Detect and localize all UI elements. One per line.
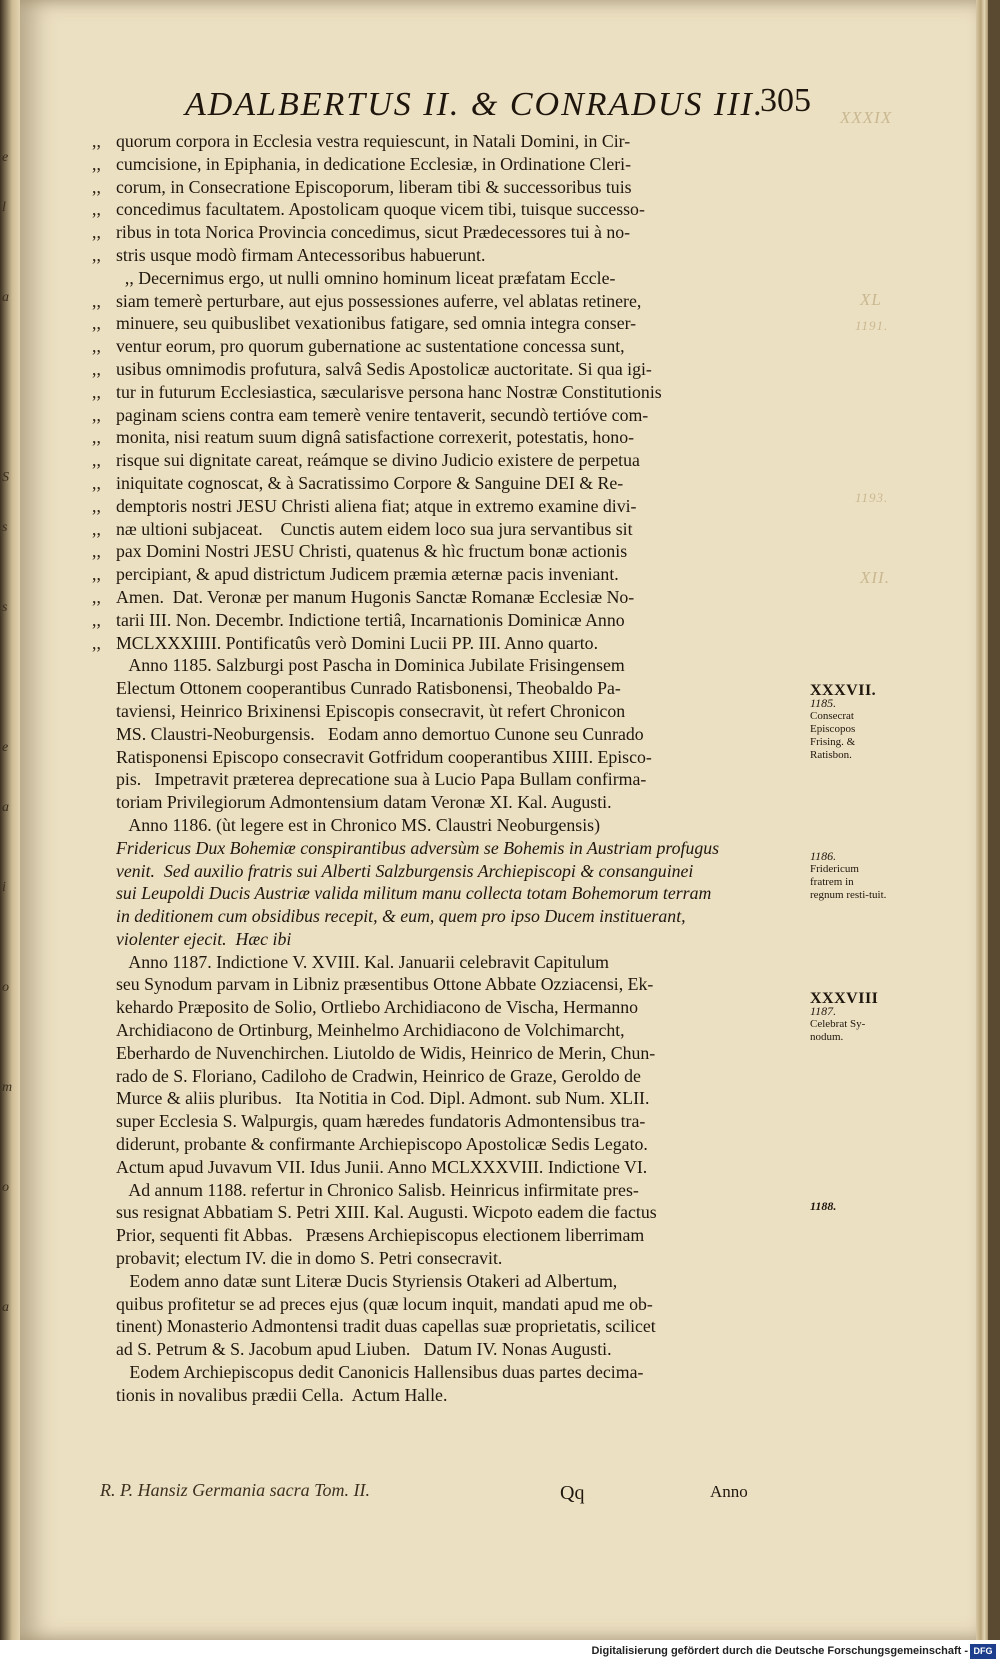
line-text: quibus profitetur se ad preces ejus (quæ locum inquit, mandati apud me ob- [116,1293,653,1314]
gutter-fragment: a [2,1300,9,1315]
margin-note-1188 [810,1200,890,1213]
quote-mark: ,, [92,313,101,334]
text-line [92,1224,812,1247]
text-line [92,1019,812,1042]
line-text: Archidiacono de Ortinburg, Meinhelmo Archidiacono de Volchimarcht, [116,1020,625,1041]
text-line [92,290,812,313]
text-line [92,928,812,951]
line-text: quorum corpora in Ecclesia vestra requiescunt, in Natali Domini, in Cir- [116,131,631,151]
text-line [92,882,812,905]
line-text: probavit; electum IV. die in domo S. Petri consecravit. [116,1248,503,1269]
line-text: usibus omnimodis profutura, salvâ Sedis Apostolicæ auctoritate. Si qua igi- [116,358,652,379]
text-line [92,746,812,769]
text-line [92,1293,812,1316]
text-line [92,1384,812,1407]
text-line [92,1087,812,1110]
margin-text: Fridericum fratrem in regnum resti-tuit. [810,863,887,901]
text-line [92,723,812,746]
text-line [92,837,812,860]
text-line [92,563,812,586]
text-line [92,609,812,632]
text-line [92,1179,812,1202]
text-line [92,130,812,153]
book-page [20,0,988,1640]
gutter-fragment: s [2,600,8,615]
ghost-mark: XXXIX [840,108,893,127]
line-text: rado de S. Floriano, Cadiloho de Cradwin, Heinrico de Graze, Geroldo de [116,1065,641,1086]
line-text: sui Leupoldi Ducis Austriæ valida militum manu collecta totam Bohemorum terram [116,883,712,904]
line-text: risque sui dignitate careat, reámque se divino Judicio existere de perpetua [116,450,640,471]
running-title: ADALBERTUS II. & CONRADUS III. [185,86,765,123]
text-line [92,677,812,700]
gutter-fragment: e [2,150,9,165]
text-line [92,404,812,427]
margin-year: 1186. [810,849,837,863]
text-line [92,905,812,928]
line-text: in deditionem cum obsidibus recepit, & eum, quem pro ipso Ducem instituerant, [116,906,686,927]
line-text: sus resignat Abbatiam S. Petri XIII. Kal. Augusti. Wicpoto eadem die factus [116,1202,657,1223]
line-text: ad S. Petrum & S. Jacobum apud Liuben. Datum IV. Nonas Augusti. [116,1339,612,1360]
quote-mark: ,, [92,450,101,471]
text-line [92,1133,812,1156]
text-line [92,358,812,381]
text-line [92,996,812,1019]
line-text: MS. Claustri-Neoburgensis. Eodam anno demortuo Cunone seu Cunrado [116,723,644,744]
line-text: stris usque modò firmam Antecessoribus habuerunt. [116,244,486,265]
quote-mark: ,, [92,427,101,448]
text-line [92,1065,812,1088]
dfg-logo: DFG [970,1644,996,1659]
gutter-fragment: m [2,1080,13,1095]
line-text: demptoris nostri JESU Christi aliena fiat; atque in extremo examine divi- [116,495,637,516]
line-text: Anno 1187. Indictione V. XVIII. Kal. Januarii celebravit Capitulum [116,951,610,972]
text-line [92,1338,812,1361]
line-text: percipiant, & apud districtum Judicem præmia æternæ pacis inveniant. [116,564,619,585]
line-text: toriam Privilegiorum Admontensium datam Veronæ XI. Kal. Augusti. [116,792,612,813]
line-text: Actum apud Juvavum VII. Idus Junii. Anno MCLXXXVIII. Indictione VI. [116,1156,648,1177]
line-text: iniquitate cognoscat, & à Sacratissimo Corpore & Sanguine DEI & Re- [116,472,624,493]
text-line [92,198,812,221]
text-line [92,1247,812,1270]
ghost-mark: XII. [860,568,890,587]
quote-mark: ,, [92,358,101,379]
text-line [92,1201,812,1224]
line-text: ribus in tota Norica Provincia concedimus, sicut Prædecessores tui à no- [116,222,631,243]
line-text: paginam sciens contra eam temerè venire tentaverit, secundò tertióve com- [116,404,649,425]
page-number: 305 [760,82,811,119]
gutter-fragment: o [2,980,9,995]
margin-roman: XXXVIII [810,990,879,1007]
line-text: minuere, seu quibuslibet vexationibus fatigare, sed omnia integra conser- [116,313,637,334]
margin-roman: XXXVII. [810,682,877,699]
catchword: Anno [710,1482,748,1501]
gutter-fragment: s [2,520,8,535]
line-text: pis. Impetravit præterea deprecatione sua à Lucio Papa Bullam confirma- [116,769,647,790]
text-line [92,176,812,199]
quote-mark: ,, [92,518,101,539]
quote-mark: ,, [92,244,101,265]
text-line [92,860,812,883]
line-text: cumcisione, in Epiphania, in dedicatione Ecclesiæ, in Ordinatione Cleri- [116,153,632,174]
credit-bar [0,1640,1000,1665]
line-text: Eodem Archiepiscopus dedit Canonicis Hallensibus duas partes decima- [116,1362,644,1383]
text-line [92,1270,812,1293]
quote-mark: ,, [92,199,101,220]
margin-year: 1185. [810,696,837,710]
text-line [92,1042,812,1065]
line-text: siam temerè perturbare, aut ejus possessiones auferre, vel ablatas retinere, [116,290,642,311]
text-line [92,335,812,358]
line-text: diderunt, probante & confirmante Archiepiscopo Apostolicæ Sedis Legato. [116,1134,648,1155]
line-text: Amen. Dat. Veronæ per manum Hugonis Sanctæ Romanæ Ecclesiæ No- [116,586,635,607]
line-text: Electum Ottonem cooperantibus Cunrado Ratisbonensi, Theobaldo Pa- [116,678,621,699]
text-line [92,267,812,290]
quote-mark: ,, [92,290,101,311]
line-text: Eberhardo de Nuvenchirchen. Liutoldo de Widis, Heinrico de Merin, Chun- [116,1042,656,1063]
footer-reference: R. P. Hansiz Germania sacra Tom. II. [100,1480,371,1500]
line-text: violenter ejecit. Hæc ibi [116,928,292,949]
text-line [92,586,812,609]
line-text: Ratisponensi Episcopo consecravit Gotfridum cooperantibus XIIII. Episco- [116,746,652,767]
quote-mark: ,, [92,586,101,607]
text-line [92,244,812,267]
margin-note-1185 [810,684,890,762]
quote-mark: ,, [92,541,101,562]
quote-mark: ,, [92,153,101,174]
line-text: MCLXXXIIII. Pontificatûs verò Domini Lucii PP. III. Anno quarto. [116,632,599,653]
quote-mark: ,, [92,336,101,357]
text-line [92,814,812,837]
line-text: næ ultioni subjaceat. Cunctis autem eidem loco sua jura servantibus sit [116,518,633,539]
gutter-fragment: i [2,880,6,895]
quote-mark: ,, [92,176,101,197]
text-line [92,1315,812,1338]
line-text: tur in futurum Ecclesiastica, sæcularisve persona hanc Nostræ Constitutionis [116,381,662,402]
line-text: taviensi, Heinrico Brixinensi Episcopis consecravit, ùt refert Chronicon [116,700,626,721]
left-gutter [0,0,20,1640]
line-text: Anno 1185. Salzburgi post Pascha in Dominica Jubilate Frisingensem [116,655,625,676]
line-text: Prior, sequenti fit Abbas. Præsens Archiepiscopus electionem liberrimam [116,1225,645,1246]
quote-mark: ,, [92,472,101,493]
line-text: Fridericus Dux Bohemiæ conspirantibus adversùm se Bohemis in Austriam profugus [116,837,720,858]
text-line [92,1361,812,1384]
line-text: ventur eorum, pro quorum gubernatione ac sustentatione concessa sunt, [116,336,625,357]
text-line [92,951,812,974]
text-line [92,518,812,541]
text-line [92,221,812,244]
quote-mark: ,, [92,381,101,402]
quote-mark: ,, [92,131,101,151]
text-line [92,791,812,814]
quote-mark: ,, [92,222,101,243]
text-line [92,654,812,677]
margin-text: Consecrat Episcopos Frising. & Ratisbon. [810,710,856,761]
margin-note-1186 [810,850,890,902]
quote-mark: ,, [92,564,101,585]
main-text [92,130,812,1407]
text-line [92,973,812,996]
line-text: tarii III. Non. Decembr. Indictione tertiâ, Incarnationis Dominicæ Anno [116,609,625,630]
text-line [92,540,812,563]
running-header [20,82,988,126]
line-text: seu Synodum parvam in Libniz præsentibus Ottone Abbate Ozziacensi, Ek- [116,974,654,995]
margin-note-1187 [810,992,890,1044]
line-text: tinent) Monasterio Admontensi tradit duas capellas suæ proprietatis, scilicet [116,1316,656,1337]
text-line [92,1110,812,1133]
gutter-fragment: S [2,470,9,485]
gutter-fragment: a [2,290,9,305]
ghost-mark: XL [860,290,882,309]
text-line [92,153,812,176]
text-line [92,381,812,404]
margin-year: 1187. [810,1004,837,1018]
line-text: super Ecclesia S. Walpurgis, quam hæredes fundatoris Admontensibus tra- [116,1111,646,1132]
line-text: ,, Decernimus ergo, ut nulli omnino hominum liceat præfatam Eccle- [116,267,616,288]
text-line [92,700,812,723]
gutter-fragment: o [2,1180,9,1195]
line-text: corum, in Consecratione Episcoporum, liberam tibi & successoribus tuis [116,176,632,197]
line-text: Ad annum 1188. refertur in Chronico Salisb. Heinricus infirmitate pres- [116,1179,639,1200]
text-line [92,632,812,655]
text-line [92,472,812,495]
text-line [92,1156,812,1179]
text-line [92,312,812,335]
quote-mark: ,, [92,632,101,653]
line-text: Murce & aliis pluribus. Ita Notitia in Cod. Dipl. Admont. sub Num. XLII. [116,1088,650,1109]
line-text: Eodem anno datæ sunt Literæ Ducis Styriensis Otakeri ad Albertum, [116,1270,618,1291]
text-line [92,426,812,449]
gutter-fragment: l [2,200,6,215]
text-line [92,495,812,518]
ghost-mark: 1193. [855,490,889,505]
gutter-fragment: e [2,740,9,755]
line-text: tionis in novalibus prædii Cella. Actum Halle. [116,1384,448,1405]
gutter-fragment: a [2,800,9,815]
text-line [92,449,812,472]
quote-mark: ,, [92,404,101,425]
text-line [92,768,812,791]
page-edge [976,0,988,1640]
line-text: Anno 1186. (ùt legere est in Chronico MS. Claustri Neoburgensis) [116,814,600,835]
line-text: venit. Sed auxilio fratris sui Alberti Salzburgensis Archiepiscopi & consanguinei [116,860,694,881]
margin-year: 1188. [810,1199,837,1213]
ghost-mark: 1191. [855,318,889,333]
signature-mark: Qq [560,1482,585,1504]
line-text: kehardo Præposito de Solio, Ortliebo Archidiacono de Vischa, Hermanno [116,997,639,1018]
line-text: pax Domini Nostri JESU Christi, quatenus & hìc fructum bonæ actionis [116,541,628,562]
credit-text: Digitalisierung gefördert durch die Deutsche Forschungsgemeinschaft - [591,1645,968,1657]
line-text: monita, nisi reatum suum dignâ satisfactione correxerit, potestatis, hono- [116,427,635,448]
line-text: concedimus facultatem. Apostolicam quoque vicem tibi, tuisque successo- [116,199,645,220]
quote-mark: ,, [92,609,101,630]
margin-text: Celebrat Sy-nodum. [810,1018,866,1043]
quote-mark: ,, [92,495,101,516]
